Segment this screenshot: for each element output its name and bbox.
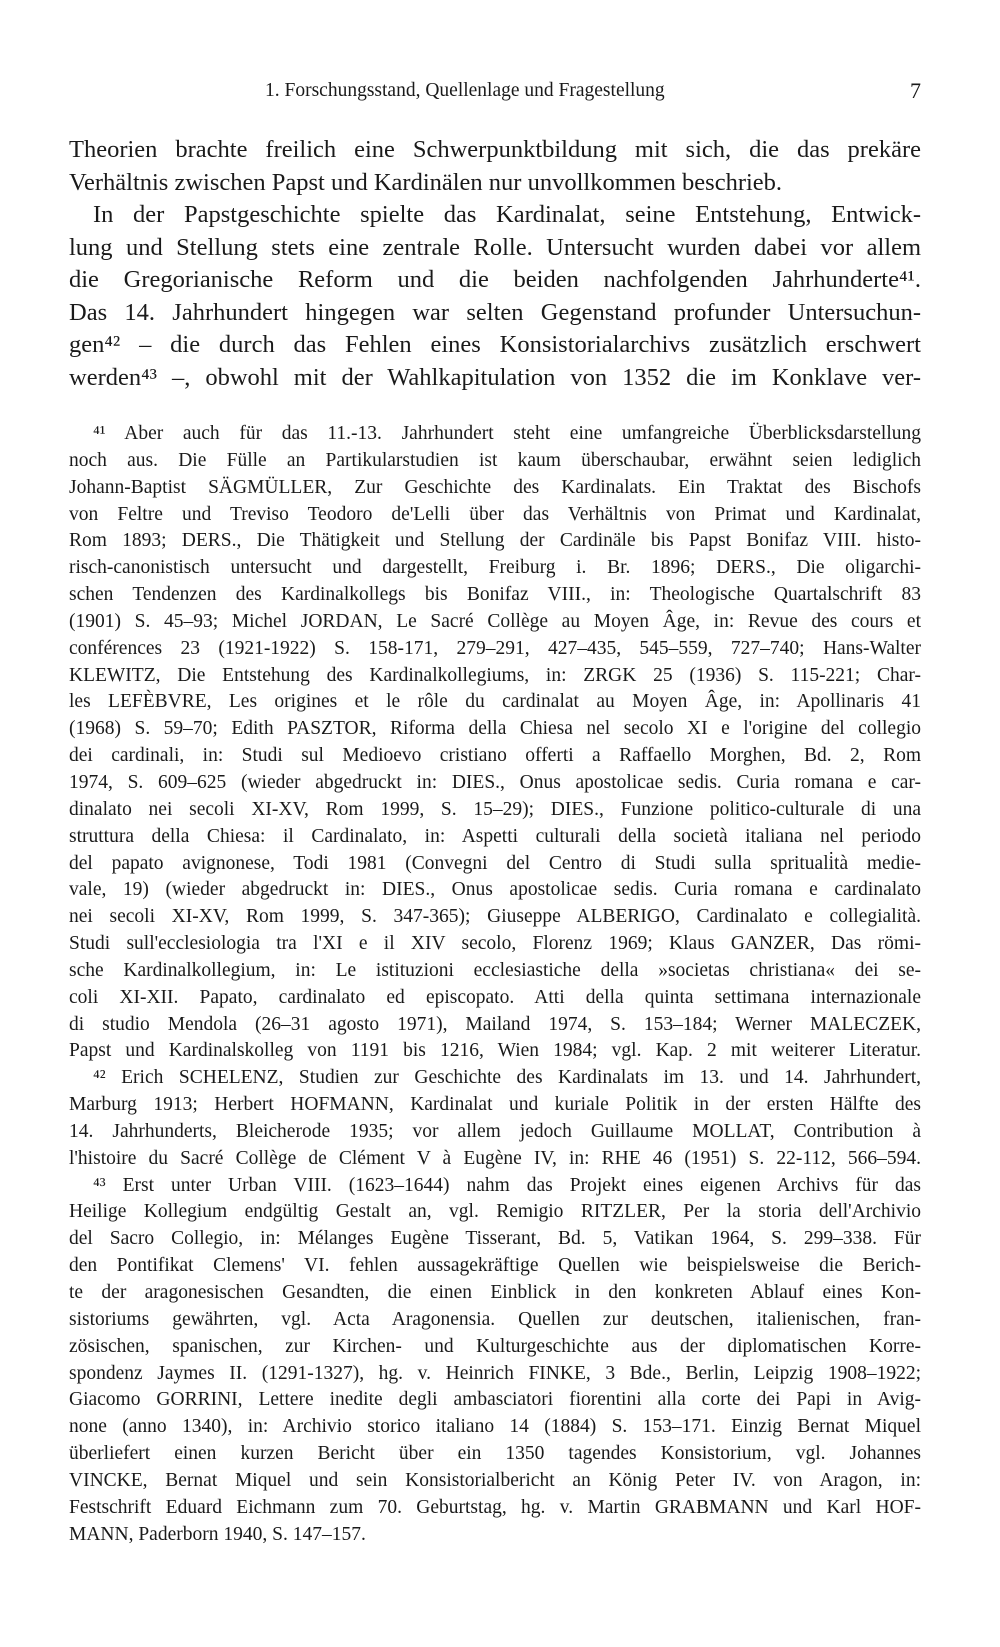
body-line: Das 14. Jahrhundert hingegen war selten Gegenstand profunder Untersuchun- (69, 298, 921, 326)
footnote-line: l'histoire du Sacré Collège de Clément V à Eugène IV, in: RHE 46 (1951) S. 22-112, 566–594. (69, 1147, 921, 1169)
footnote-line: Marburg 1913; Herbert HOFMANN, Kardinalat und kuriale Politik in der ersten Hälfte des (69, 1094, 921, 1116)
footnote-line: risch-canonistisch untersucht und dargestellt, Freiburg i. Br. 1896; DERS., Die oligarchi- (69, 557, 921, 579)
footnote-line: Papst und Kardinalskolleg von 1191 bis 1216, Wien 1984; vgl. Kap. 2 mit weiterer Literatur. (69, 1040, 921, 1062)
footnote-line: Giacomo GORRINI, Lettere inedite degli ambasciatori fiorentini alla corte dei Papi in Avig- (69, 1389, 921, 1411)
footnote-line: vale, 19) (wieder abgedruckt in: DIES., Onus apostolicae sedis. Curia romana e cardinalato (69, 879, 921, 901)
page-number: 7 (910, 78, 921, 103)
running-head-title: 1. Forschungsstand, Quellenlage und Fragestellung (265, 80, 665, 101)
footnote-line: ⁴¹ Aber auch für das 11.-13. Jahrhundert steht eine umfangreiche Überblicksdarstellung (93, 423, 921, 444)
footnote-line: 14. Jahrhunderts, Bleicherode 1935; vor allem jedoch Guillaume MOLLAT, Contribution à (69, 1120, 921, 1142)
running-head (265, 76, 921, 106)
body-line: In der Papstgeschichte spielte das Kardinalat, seine Entstehung, Entwick- (93, 201, 921, 228)
footnote-line: dei cardinali, in: Studi sul Medioevo cristiano offerti a Raffaello Morghen, Bd. 2, Rom (69, 745, 921, 767)
footnote-line: (1968) S. 59–70; Edith PASZTOR, Riforma della Chiesa nel secolo XI e l'origine del collegio (69, 718, 921, 740)
footnote-line: Studi sull'ecclesiologia tra l'XI e il XIV secolo, Florenz 1969; Klaus GANZER, Das römi- (69, 933, 921, 955)
main-text (69, 134, 921, 394)
body-line: lung und Stellung stets eine zentrale Rolle. Untersucht wurden dabei vor allem (69, 233, 921, 261)
footnote-line: sche Kardinalkollegium, in: Le istituzioni ecclesiastiche della »societas christiana« dei se- (69, 959, 921, 981)
footnote-line: zösischen, spanischen, zur Kirchen- und Kulturgeschichte aus der diplomatischen Korre- (69, 1335, 921, 1357)
footnote-line: sistoriums gewährten, vgl. Acta Aragonensia. Quellen zur deutschen, italienischen, fran- (69, 1308, 921, 1330)
footnote-line: ⁴² Erich SCHELENZ, Studien zur Geschichte des Kardinalats im 13. und 14. Jahrhundert, (93, 1067, 921, 1089)
footnote-line: les LEFÈBVRE, Les origines et le rôle du cardinalat au Moyen Âge, in: Apollinaris 41 (69, 691, 921, 713)
footnote-line: di studio Mendola (26–31 agosto 1971), Mailand 1974, S. 153–184; Werner MALECZEK, (69, 1013, 921, 1035)
footnote-line: del Sacro Collegio, in: Mélanges Eugène Tisserant, Bd. 5, Vatikan 1964, S. 299–338. Für (69, 1228, 921, 1250)
footnote-line: te der aragonesischen Gesandten, die einen Einblick in den konkreten Ablauf eines Kon- (69, 1282, 921, 1303)
footnote-line: schen Tendenzen des Kardinalkollegs bis Bonifaz VIII., in: Theologische Quartalschrift 83 (69, 584, 921, 606)
footnote-line: Rom 1893; DERS., Die Thätigkeit und Stellung der Cardinäle bis Papst Bonifaz VIII. histo- (69, 530, 921, 552)
footnote-line: VINCKE, Bernat Miquel und sein Konsistorialbericht an König Peter IV. von Aragon, in: (69, 1469, 921, 1491)
footnote-line: del papato avignonese, Todi 1981 (Convegni del Centro di Studi sulla sprituali̇tà medie- (69, 852, 921, 874)
footnotes (69, 421, 921, 1548)
footnote-line: von Feltre und Treviso Teodoro de'Lelli über das Verhältnis von Primat und Kardinalat, (69, 503, 921, 525)
body-line: Verhältnis zwischen Papst und Kardinälen nur unvollkommen beschrieb. (69, 168, 783, 196)
footnote-line: Heilige Kollegium endgültig Gestalt an, vgl. Remigio RITZLER, Per la storia dell'Archivio (69, 1201, 921, 1223)
footnote-line: spondenz Jaymes II. (1291-1327), hg. v. Heinrich FINKE, 3 Bde., Berlin, Leipzig 1908–1922; (69, 1362, 921, 1384)
body-line: Theorien brachte freilich eine Schwerpunktbildung mit sich, die das prekäre (69, 136, 921, 163)
footnote-line: noch aus. Die Fülle an Partikularstudien ist kaum überschaubar, erwähnt seien lediglich (69, 449, 921, 471)
footnote-line: den Pontifikat Clemens' VI. fehlen aussagekräftige Quellen wie beispielsweise die Berich- (69, 1255, 921, 1277)
footnote-line: nei secoli XI-XV, Rom 1999, S. 347-365); Giuseppe ALBERIGO, Cardinalato e collegialità. (69, 906, 921, 928)
footnote-line: conférences 23 (1921-1922) S. 158-171, 279–291, 427–435, 545–559, 727–740; Hans-Walter (69, 637, 921, 659)
footnote-line: Festschrift Eduard Eichmann zum 70. Geburtstag, hg. v. Martin GRABMANN und Karl HOF- (69, 1496, 921, 1518)
footnote-line: KLEWITZ, Die Entstehung des Kardinalkollegiums, in: ZRGK 25 (1936) S. 115-221; Char- (69, 664, 921, 686)
body-line: werden⁴³ –, obwohl mit der Wahlkapitulation von 1352 die im Konklave ver- (69, 363, 921, 391)
footnote-line: (1901) S. 45–93; Michel JORDAN, Le Sacré Collège au Moyen Âge, in: Revue des cours et (69, 610, 921, 632)
footnote-line: 1974, S. 609–625 (wieder abgedruckt in: DIES., Onus apostolicae sedis. Curia romana e car- (69, 771, 921, 793)
body-line: die Gregorianische Reform und die beiden nachfolgenden Jahrhunderte⁴¹. (69, 266, 921, 293)
footnote-line: none (anno 1340), in: Archivio storico italiano 14 (1884) S. 153–171. Einzig Bernat Miquel (69, 1416, 921, 1438)
footnote-line: dinalato nei secoli XI-XV, Rom 1999, S. 15–29); DIES., Funzione politico-culturale di una (69, 798, 921, 820)
footnote-line: struttura della Chiesa: il Cardinalato, in: Aspetti culturali della società italiana nel periodo (69, 825, 921, 847)
footnote-line: Johann-Baptist SÄGMÜLLER, Zur Geschichte des Kardinalats. Ein Traktat des Bischofs (69, 476, 921, 498)
footnote-line: ⁴³ Erst unter Urban VIII. (1623–1644) nahm das Projekt eines eigenen Archivs für das (93, 1174, 921, 1196)
footnote-line: coli XI-XII. Papato, cardinalato ed episcopato. Atti della quinta settimana internazionale (69, 986, 921, 1008)
footnote-line: MANN, Paderborn 1940, S. 147–157. (69, 1523, 366, 1545)
footnote-line: überliefert einen kurzen Bericht über ein 1350 tagendes Konsistorium, vgl. Johannes (69, 1443, 921, 1465)
body-line: gen⁴² – die durch das Fehlen eines Konsistorialarchivs zusätzlich erschwert (69, 331, 921, 358)
